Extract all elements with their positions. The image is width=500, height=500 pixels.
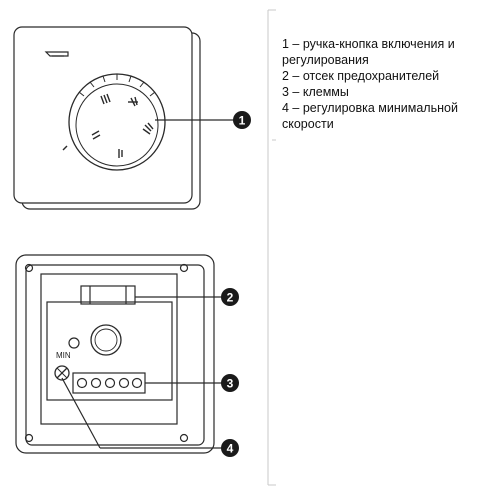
legend-item-2: 2 – отсек предохранителей [282, 69, 440, 83]
min-label: MIN [56, 351, 71, 360]
svg-text:2: 2 [226, 290, 234, 305]
svg-text:1: 1 [238, 113, 246, 128]
legend-item-4: 4 – регулировка минимальной скорости [282, 101, 458, 131]
callout-4 [221, 439, 239, 457]
front-plate [14, 27, 192, 203]
legend-divider [268, 10, 276, 485]
mount-hole-br [181, 435, 188, 442]
callout-1 [233, 111, 251, 129]
legend [282, 36, 497, 132]
front-view [14, 27, 200, 209]
legend-item-3: 3 – клеммы [282, 85, 349, 99]
callout-3 [221, 374, 239, 392]
svg-text:3: 3 [226, 376, 234, 391]
svg-text:4: 4 [226, 441, 234, 456]
callout-2 [221, 288, 239, 306]
legend-item-1: 1 – ручка-кнопка включения и регулирования [282, 37, 455, 67]
back-view [16, 255, 214, 453]
